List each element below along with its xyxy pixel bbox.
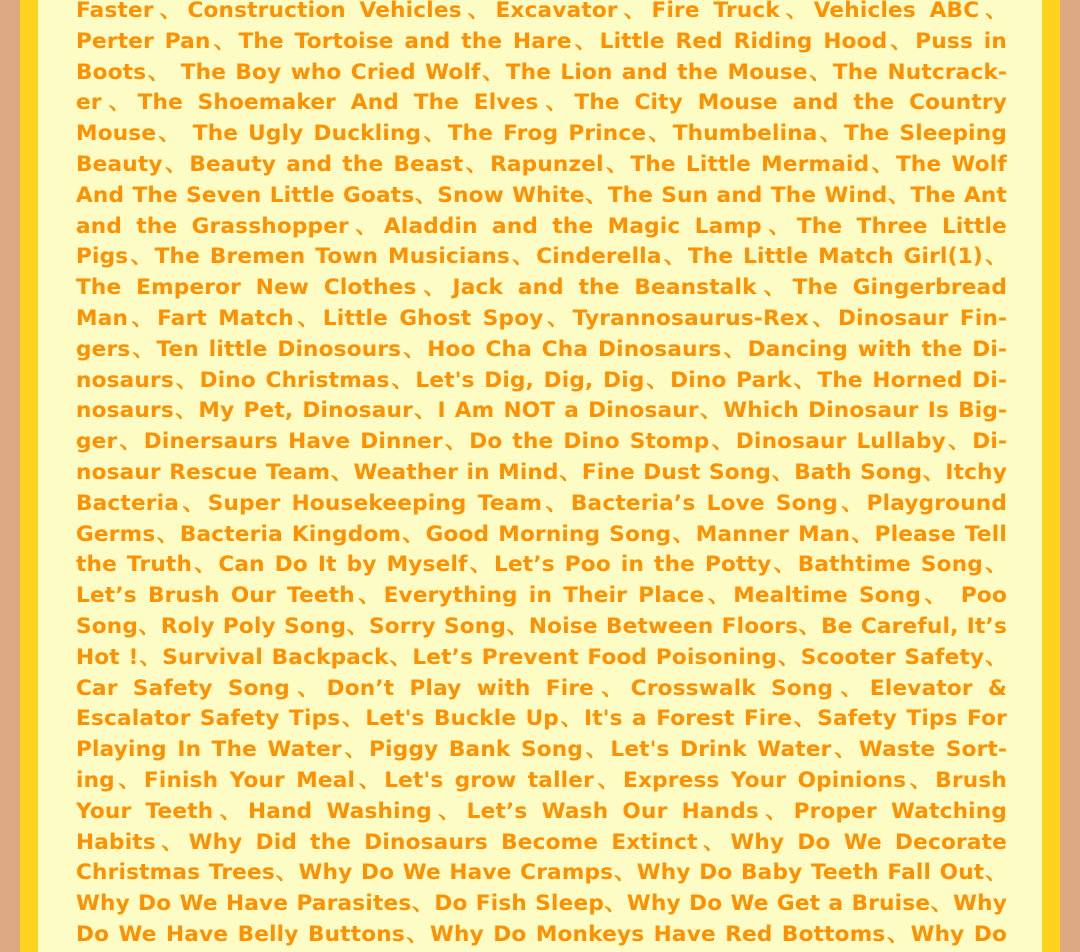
story-song-title-list: Faster、Construction Vehicles、Excavator、Fire Truck、Vehicles ABC、Perter Pan、The Tortoise and the Hare、Little Red Riding Hood、Puss in Boots、 The Boy who Cried Wolf、The Lion and the Mouse、The Nutcracker、The Shoemaker And The Elves、The City Mouse and the Country Mouse、 The Ugly Duckling、The Frog Prince、Thumbelina、The Sleeping Beauty、Beauty and the Beast、Rapunzel、The Little Mermaid、The Wolf And The Seven Little Goats、Snow White、The Sun and The Wind、The Ant and the Grasshopper、Aladdin and the Magic Lamp、The Three Little Pigs、The Bremen Town Musicians、Cinderella、The Little Match Girl(1)、The Emperor New Clothes、Jack and the Beanstalk、The Gingerbread Man、Fart Match、Little Ghost Spoy、Tyrannosaurus-Rex、Dinosaur Fingers、Ten little Dinosours、Hoo Cha Cha Dinosaurs、Dancing with the Dinosaurs、Dino Christmas、Let's Dig, Dig, Dig、Dino Park、The Horned Dinosaurs、My Pet, Dinosaur、I Am NOT a Dinosaur、Which Dinosaur Is Bigger、Dinersaurs Have Dinner、Do the Dino Stomp、Dinosaur Lullaby、Dinosaur Rescue Team、Weather in Mind、Fine Dust Song、Bath Song、Itchy Bacteria、Super Housekeeping Team、Bacteria’s Love Song、Playground Germs、Bacteria Kingdom、Good Morning Song、Manner Man、Please Tell the Truth、Can Do It by Myself、Let’s Poo in the Potty、Bathtime Song、Let’s Brush Our Teeth、Everything in Their Place、Mealtime Song、 Poo Song、Roly Poly Song、Sorry Song、Noise Between Floors、Be Careful, It’s Hot !、Survival Backpack、Let’s Prevent Food Poisoning、Scooter Safety、Car Safety Song、Don’t Play with Fire、Crosswalk Song、Elevator & Escalator Safety Tips、Let's Buckle Up、It's a Forest Fire、Safety Tips For Playing In The Water、Piggy Bank Song、Let's Drink Water、Waste Sorting、Finish Your Meal、Let's grow taller、Express Your Opinions、Brush Your Teeth、Hand Washing、Let’s Wash Our Hands、Proper Watching Habits、Why Did the Dinosaurs Become Extinct、Why Do We Decorate Christmas Trees、Why Do We Have Cramps、Why Do Baby Teeth Fall Out、 Why Do We Have Parasites、Do Fish Sleep、Why Do We Get a Bruise、Why Do We Have Belly Buttons、Why Do Monkeys Have Red Bottoms、Why Do	[76, 0, 1007, 947]
content-panel	[38, 0, 1042, 952]
yellow-frame	[20, 0, 1060, 952]
